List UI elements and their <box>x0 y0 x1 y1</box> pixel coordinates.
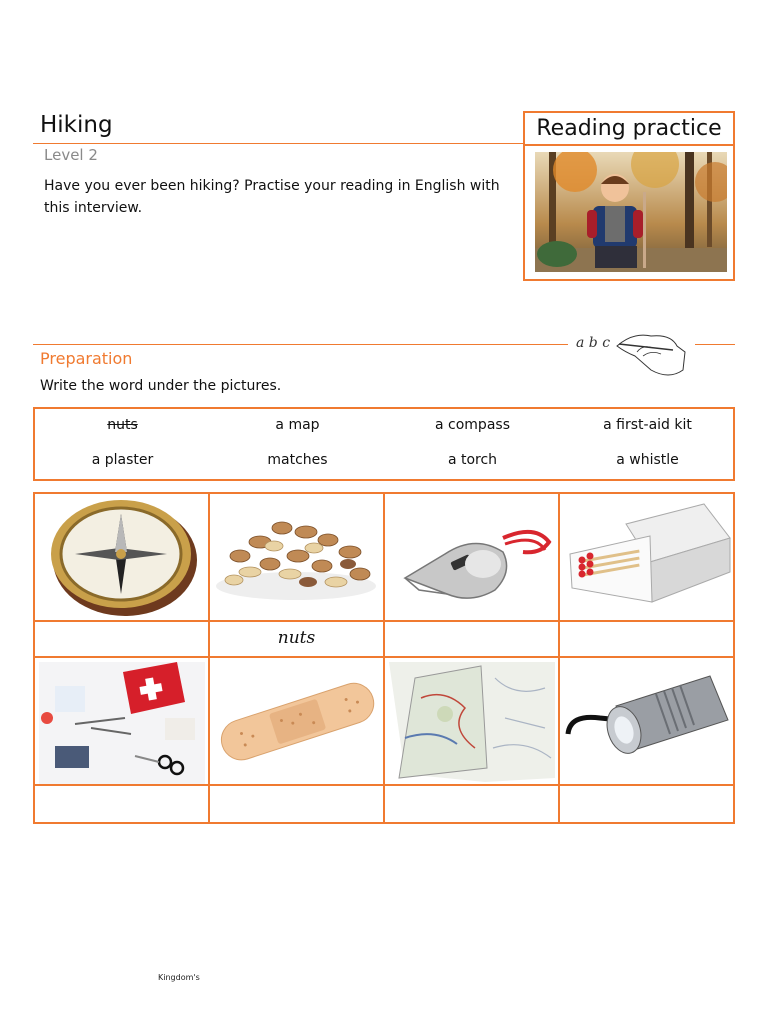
word-bank-item: a compass <box>435 417 510 433</box>
word-bank <box>33 407 735 481</box>
header-divider <box>33 143 523 144</box>
answer-box[interactable] <box>560 786 735 822</box>
preparation-divider-right <box>695 344 735 345</box>
word-bank-item: nuts <box>107 417 138 433</box>
handwriting-abc-icon <box>573 326 691 384</box>
picture-cell-plaster <box>210 658 385 786</box>
picture-cell-nuts <box>210 494 385 622</box>
word-bank-item: a first-aid kit <box>603 417 692 433</box>
first-aid-kit-icon <box>35 658 208 784</box>
answer-box[interactable]: nuts <box>210 622 385 658</box>
answer-box[interactable] <box>210 786 385 822</box>
answer-box[interactable] <box>35 622 210 658</box>
picture-cell-map <box>385 658 560 786</box>
picture-cell-torch <box>560 658 735 786</box>
handwriting-letters: a b c <box>576 335 611 351</box>
answer-box[interactable] <box>35 786 210 822</box>
answer-box[interactable] <box>560 622 735 658</box>
reading-practice-title: Reading practice <box>525 113 733 146</box>
reading-practice-box <box>523 111 735 281</box>
level-label: Level 2 <box>44 146 98 164</box>
picture-cell-whistle <box>385 494 560 622</box>
matches-icon <box>560 494 735 620</box>
word-bank-item: a whistle <box>616 452 679 468</box>
picture-cell-first-aid-kit <box>35 658 210 786</box>
preparation-title: Preparation <box>40 349 133 368</box>
preparation-divider-left <box>33 344 568 345</box>
torch-icon <box>560 658 735 784</box>
plaster-icon <box>210 658 383 784</box>
nuts-icon <box>210 494 383 620</box>
preparation-instruction: Write the word under the pictures. <box>40 378 282 394</box>
picture-cell-compass <box>35 494 210 622</box>
word-bank-item: matches <box>267 452 328 468</box>
compass-icon <box>35 494 208 620</box>
answer-box[interactable] <box>385 622 560 658</box>
page-title: Hiking <box>40 112 113 138</box>
map-icon <box>385 658 558 784</box>
picture-grid <box>33 492 735 824</box>
answer-box[interactable] <box>385 786 560 822</box>
whistle-icon <box>385 494 558 620</box>
picture-cell-matches <box>560 494 735 622</box>
word-bank-item: a torch <box>447 452 498 468</box>
footer-text: Kingdom's <box>158 973 200 982</box>
hiker-boy-photo <box>535 152 727 272</box>
intro-text: Have you ever been hiking? Practise your reading in English with this interview. <box>44 178 500 216</box>
word-bank-item: a map <box>275 417 320 433</box>
word-bank-item: a plaster <box>91 452 154 468</box>
